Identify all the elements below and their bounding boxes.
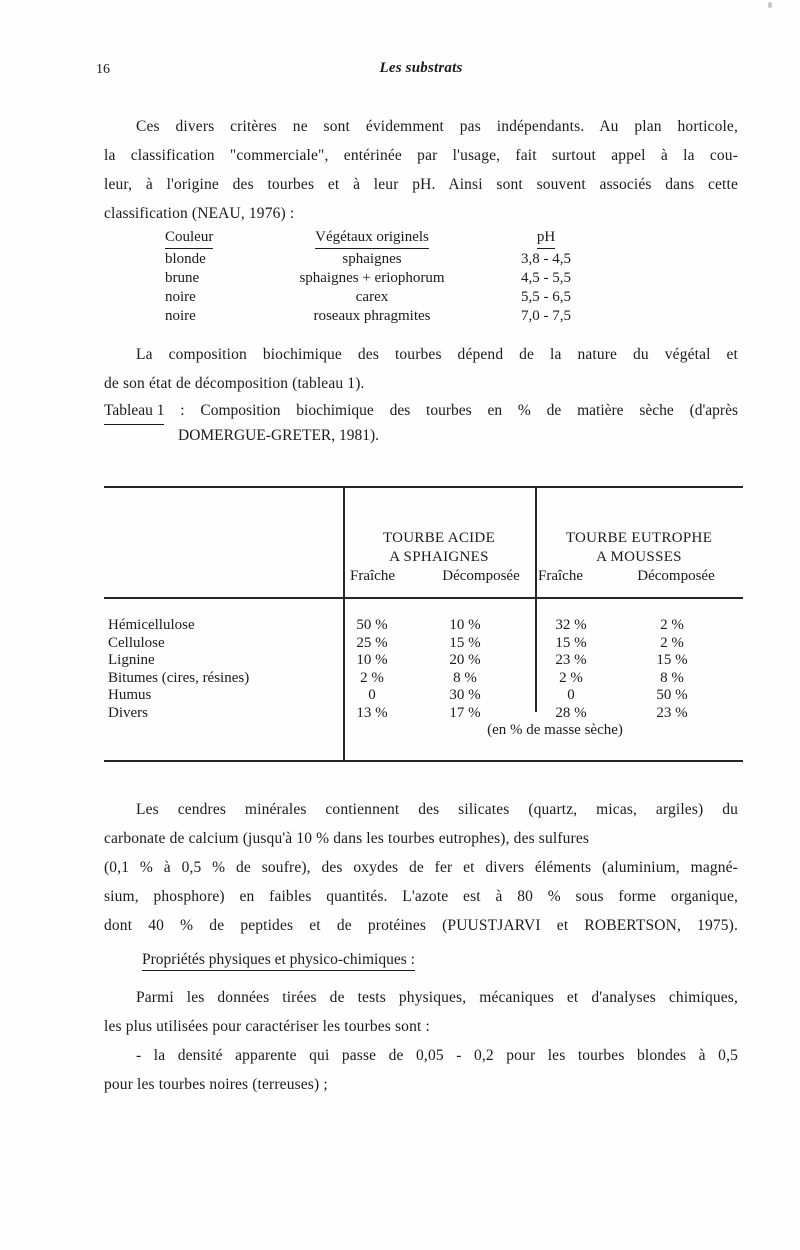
scan-artifact bbox=[768, 2, 772, 8]
paragraph-line: pour les tourbes noires (terreuses) ; bbox=[104, 1076, 328, 1093]
page-number: 16 bbox=[96, 62, 110, 77]
table-cell: 2 % bbox=[360, 669, 384, 686]
row-label: Bitumes (cires, résines) bbox=[108, 669, 250, 686]
column-header: Décomposée bbox=[637, 568, 715, 584]
paragraph-line: Parmi les données tirées de tests physiques, mécaniques et d'analyses chimiques, bbox=[136, 989, 738, 1006]
table-cell: 15 % bbox=[449, 634, 481, 651]
table-cell: 10 % bbox=[356, 652, 388, 668]
paragraph-line: carbonate de calcium (jusqu'à 10 % dans les tourbes eutrophes), des sulfures bbox=[104, 830, 590, 847]
table-row bbox=[104, 687, 743, 705]
table-cell: 32 % bbox=[555, 617, 587, 633]
column-header: Fraîche bbox=[538, 568, 583, 584]
table-cell: roseaux phragmites bbox=[313, 308, 431, 324]
table-cell: carex bbox=[355, 289, 389, 305]
caption-line bbox=[104, 398, 738, 423]
table-cell: 23 % bbox=[656, 704, 688, 721]
table-cell: 10 % bbox=[449, 617, 481, 633]
paragraph-line: classification (NEAU, 1976) : bbox=[104, 205, 295, 222]
table-cell: noire bbox=[165, 308, 196, 324]
table-row bbox=[0, 288, 700, 307]
table-cell: brune bbox=[165, 270, 200, 286]
group-title: TOURBE EUTROPHE bbox=[565, 530, 713, 546]
group-title: TOURBE ACIDE bbox=[382, 530, 496, 546]
table-row bbox=[104, 670, 743, 688]
table-cell: blonde bbox=[165, 251, 206, 267]
table-cell: 17 % bbox=[449, 704, 481, 721]
intro-paragraph bbox=[104, 112, 738, 228]
caption-text: : Composition biochimique des tourbes en % de matière sèche (d'après bbox=[164, 402, 738, 419]
column-header: Végétaux originels bbox=[315, 228, 429, 249]
group-title: A MOUSSES bbox=[596, 549, 682, 565]
minerals-paragraph bbox=[104, 795, 738, 940]
table-cell: 30 % bbox=[449, 687, 481, 703]
table-cell: sphaignes + eriophorum bbox=[299, 270, 445, 286]
table-cell: 13 % bbox=[356, 704, 388, 721]
running-title: Les substrats bbox=[379, 60, 463, 76]
section-heading-text: Propriétés physiques et physico-chimiques : bbox=[142, 951, 415, 971]
row-label: Hémicellulose bbox=[108, 617, 195, 633]
table-row bbox=[0, 250, 700, 269]
table-cell: 2 % bbox=[660, 617, 684, 633]
column-header: pH bbox=[537, 228, 555, 249]
table-row bbox=[104, 652, 743, 670]
table-caption bbox=[104, 398, 738, 448]
classification-header-row bbox=[0, 228, 700, 247]
table-cell: 2 % bbox=[559, 669, 583, 686]
table-cell: 0 bbox=[567, 687, 575, 703]
table-row bbox=[0, 307, 700, 326]
table-cell: 0 bbox=[368, 687, 376, 703]
row-label: Lignine bbox=[108, 652, 155, 668]
biochem-table bbox=[104, 486, 743, 762]
column-group-header bbox=[535, 529, 743, 567]
table-row bbox=[104, 705, 743, 723]
column-header: Couleur bbox=[165, 228, 213, 249]
table-cell: 4,5 - 5,5 bbox=[521, 270, 571, 286]
paragraph-line: dont 40 % de peptides et de protéines (PUUSTJARVI et ROBERTSON, 1975). bbox=[104, 917, 738, 934]
paragraph-line: les plus utilisées pour caractériser les tourbes sont : bbox=[104, 1018, 430, 1035]
table-cell: 8 % bbox=[660, 669, 684, 686]
paragraph-line: - la densité apparente qui passe de 0,05 - 0,2 pour les tourbes blondes à 0,5 bbox=[136, 1047, 738, 1064]
table-row bbox=[104, 617, 743, 635]
table-cell: 7,0 - 7,5 bbox=[521, 308, 571, 324]
table-cell: 28 % bbox=[555, 704, 587, 721]
paragraph-line: sium, phosphore) en faibles quantités. L'azote est à 80 % sous forme organique, bbox=[104, 888, 738, 905]
group-title: A SPHAIGNES bbox=[389, 549, 489, 565]
paragraph-line: Ces divers critères ne sont évidemment pas indépendants. Au plan horticole, bbox=[136, 118, 738, 135]
table-cell: 8 % bbox=[453, 669, 477, 686]
row-label: Cellulose bbox=[108, 634, 165, 651]
properties-paragraph bbox=[104, 983, 738, 1099]
table-cell: 20 % bbox=[449, 652, 481, 668]
section-heading bbox=[142, 951, 415, 971]
table-cell: 2 % bbox=[660, 634, 684, 651]
caption-line: DOMERGUE-GRETER, 1981). bbox=[178, 427, 380, 444]
caption-label: Tableau 1 bbox=[104, 398, 164, 425]
table-cell: noire bbox=[165, 289, 196, 305]
row-label: Humus bbox=[108, 687, 152, 703]
paragraph-line: La composition biochimique des tourbes dépend de la nature du végétal et bbox=[136, 346, 738, 363]
table-cell: 15 % bbox=[555, 634, 587, 651]
table-cell: 23 % bbox=[555, 652, 587, 668]
table-cell: sphaignes bbox=[342, 251, 402, 267]
column-group-header bbox=[343, 529, 535, 567]
column-header: Décomposée bbox=[442, 568, 520, 584]
column-header: Fraîche bbox=[350, 568, 395, 584]
table-cell: 5,5 - 6,5 bbox=[521, 289, 571, 305]
table-footnote: (en % de masse sèche) bbox=[487, 722, 623, 738]
table-horizontal-rule bbox=[104, 597, 743, 599]
paragraph-line: (0,1 % à 0,5 % de soufre), des oxydes de fer et divers éléments (aluminium, magné- bbox=[104, 859, 738, 876]
paragraph-line: la classification "commerciale", entérinée par l'usage, fait surtout appel à la cou- bbox=[104, 147, 738, 164]
table-row bbox=[0, 269, 700, 288]
table-cell: 25 % bbox=[356, 634, 388, 651]
table-row bbox=[104, 635, 743, 653]
table-cell: 50 % bbox=[356, 617, 388, 633]
table-cell: 15 % bbox=[656, 652, 688, 668]
paragraph-line: leur, à l'origine des tourbes et à leur pH. Ainsi sont souvent associés dans cette bbox=[104, 176, 738, 193]
composition-paragraph bbox=[104, 340, 738, 398]
paragraph-line: de son état de décomposition (tableau 1). bbox=[104, 375, 365, 392]
table-cell: 3,8 - 4,5 bbox=[521, 251, 571, 267]
row-label: Divers bbox=[108, 704, 148, 721]
table-cell: 50 % bbox=[656, 687, 688, 703]
paragraph-line: Les cendres minérales contiennent des silicates (quartz, micas, argiles) du bbox=[136, 801, 738, 818]
